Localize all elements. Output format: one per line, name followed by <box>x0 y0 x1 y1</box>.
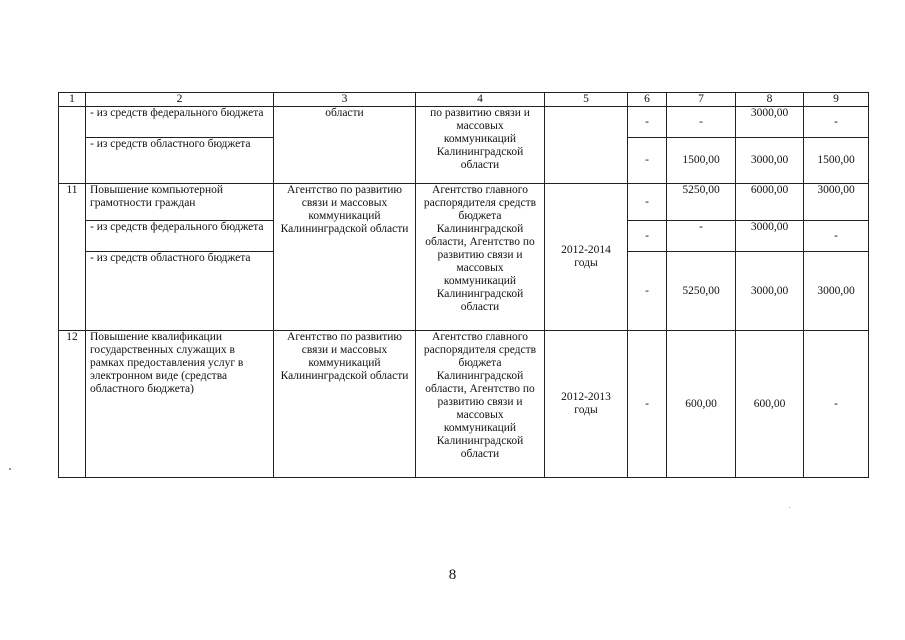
item-name-cell: Повышение компьютерной грамотности граждан <box>86 184 274 221</box>
value-cell: - <box>628 138 667 184</box>
value-cell: - <box>667 107 736 138</box>
table-row <box>59 184 869 221</box>
column-header: 8 <box>736 93 804 107</box>
scan-speck <box>9 468 11 470</box>
column-number-header-row <box>59 93 869 107</box>
program-table <box>58 92 869 478</box>
value-cell: 3000,00 <box>736 107 804 138</box>
scan-speck <box>789 507 790 508</box>
value-cell: - <box>804 331 869 478</box>
funding-source-label: - из средств федерального бюджета <box>86 107 274 138</box>
funding-source-label: - из средств федерального бюджета <box>86 221 274 252</box>
item-number-cell <box>59 107 86 184</box>
table-row <box>59 331 869 478</box>
executor-cell: области <box>274 107 416 184</box>
item-number-cell: 11 <box>59 184 86 331</box>
value-cell: 3000,00 <box>804 252 869 331</box>
period-cell <box>545 107 628 184</box>
value-cell: - <box>628 221 667 252</box>
item-name-cell: Повышение квалификации государственных служащих в рамках предоставления услуг в электронном виде (средства областного бюджета) <box>86 331 274 478</box>
value-cell: 600,00 <box>667 331 736 478</box>
manager-cell: Агентство главного распорядителя средств бюджета Калининградской области, Агентство по развитию связи и массовых коммуникаций Калининградской области <box>416 184 545 331</box>
funding-source-label: - из средств областного бюджета <box>86 252 274 331</box>
period-cell: 2012-2013 годы <box>545 331 628 478</box>
column-header: 6 <box>628 93 667 107</box>
value-cell: 3000,00 <box>736 252 804 331</box>
funding-source-label: - из средств областного бюджета <box>86 138 274 184</box>
executor-cell: Агентство по развитию связи и массовых коммуникаций Калининградской области <box>274 331 416 478</box>
value-cell: - <box>628 184 667 221</box>
value-cell: 600,00 <box>736 331 804 478</box>
item-number-cell: 12 <box>59 331 86 478</box>
value-cell: 3000,00 <box>804 184 869 221</box>
value-cell: - <box>628 331 667 478</box>
value-cell: 1500,00 <box>667 138 736 184</box>
value-cell: - <box>804 221 869 252</box>
value-cell: 1500,00 <box>804 138 869 184</box>
column-header: 4 <box>416 93 545 107</box>
column-header: 3 <box>274 93 416 107</box>
value-cell: - <box>667 221 736 252</box>
value-cell: - <box>804 107 869 138</box>
period-cell: 2012-2014 годы <box>545 184 628 331</box>
table-row <box>59 107 869 138</box>
page-number: 8 <box>448 567 457 583</box>
column-header: 5 <box>545 93 628 107</box>
column-header: 9 <box>804 93 869 107</box>
value-cell: 3000,00 <box>736 138 804 184</box>
manager-cell: Агентство главного распорядителя средств бюджета Калининградской области, Агентство по развитию связи и массовых коммуникаций Калининградской области <box>416 331 545 478</box>
column-header: 2 <box>86 93 274 107</box>
value-cell: 6000,00 <box>736 184 804 221</box>
value-cell: 5250,00 <box>667 184 736 221</box>
value-cell: - <box>628 107 667 138</box>
column-header: 1 <box>59 93 86 107</box>
column-header: 7 <box>667 93 736 107</box>
executor-cell: Агентство по развитию связи и массовых коммуникаций Калининградской области <box>274 184 416 331</box>
value-cell: 5250,00 <box>667 252 736 331</box>
value-cell: - <box>628 252 667 331</box>
value-cell: 3000,00 <box>736 221 804 252</box>
manager-cell: по развитию связи и массовых коммуникаций Калининградской области <box>416 107 545 184</box>
